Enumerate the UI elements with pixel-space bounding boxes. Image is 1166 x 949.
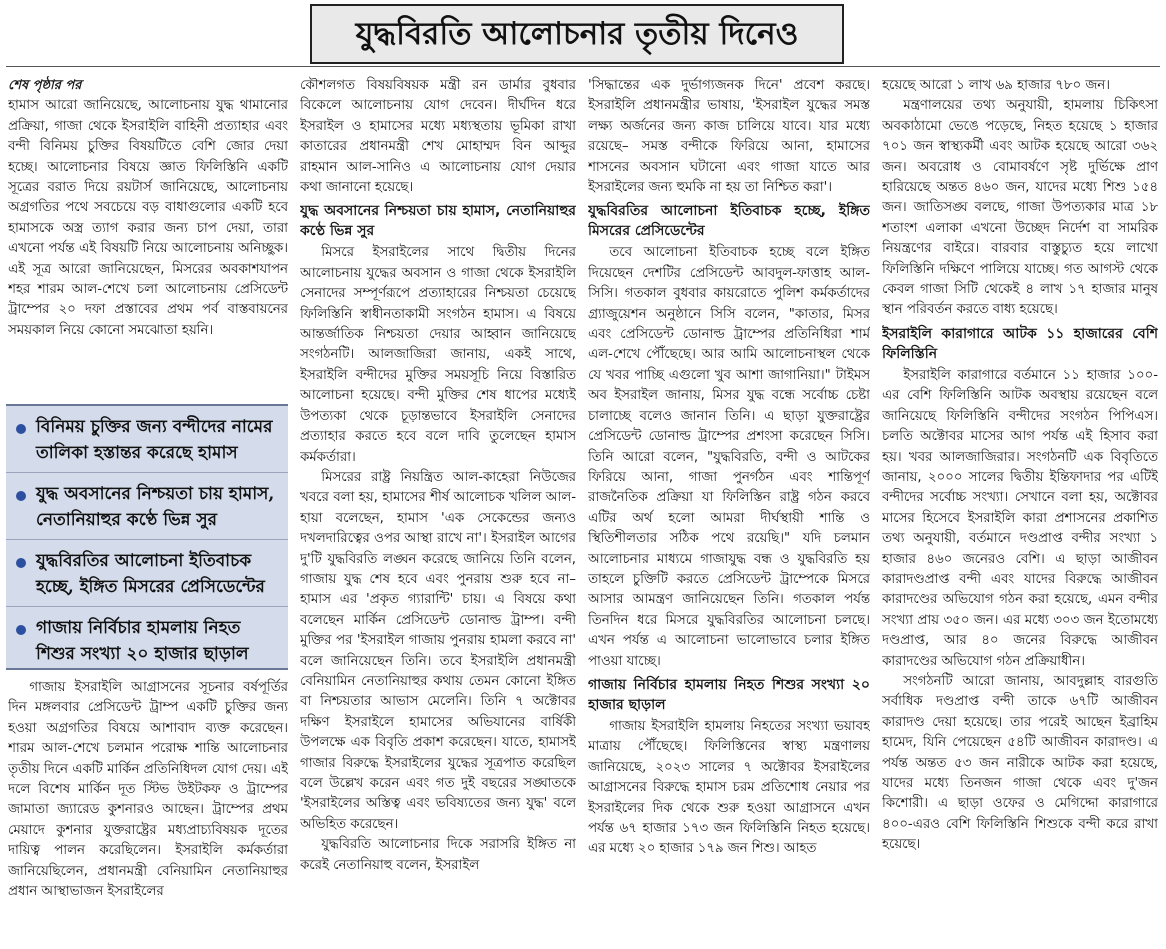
continued-label: শেষ পৃষ্ঠার পর [8, 78, 82, 93]
column-2-paragraph-4: যুদ্ধবিরতি আলোচনার দিকে সরাসরি ইঙ্গিত না করেই নেতানিয়াহু বলেন, ইসরাইল [300, 837, 576, 873]
column-4-paragraph-1: হয়েছে আরো ১ লাখ ৬৯ হাজার ৭৮০ জন। [882, 78, 1110, 93]
column-1-paragraph-1: হামাস আরো জানিয়েছে, আলোচনায় যুদ্ধ থামানোর প্রক্রিয়া, গাজা থেকে ইসরাইলি বাহিনী প্রত্যাহার এবং বন্দী বিনিময় চুক্তির বিষয়টিতে বেশি জোর দেয়া হচ্ছে। আলোচনার বিষয়ে জ্ঞাত ফিলিস্তিনি একটি সূত্রের বরাত দিয়ে রয়টার্স জানিয়েছে, আলোচনায় অগ্রগতির পথে সবচেয়ে বড় বাধাগুলোর একটি হবে হামাসকে অস্ত্র ত্যাগ করার জন্য চাপ দেয়া, তারা এখনো পর্যন্ত এই বিষয়টি নিয়ে আলোচনায় অনিচ্ছুক। এই সূত্র আরো জানিয়েছেন, মিসরের অবকাশযাপন শহর শারম আল-শেখে চলা আলোচনায় প্রেসিডেন্ট ট্রাম্পের ২০ দফা প্রস্তাবের প্রথম পর্ব বাস্তবায়নের সময়কাল নিয়ে কোনো সমঝোতা হয়নি। [8, 98, 288, 338]
column-4-paragraph-3: ইসরাইলি কারাগারে বর্তমানে ১১ হাজার ১০০-এর বেশি ফিলিস্তিনি আটক অবস্থায় রয়েছেন বলে জানিয়েছে ফিলিস্তিনি বন্দীদের সংগঠন পিপিএস। চলতি অক্টোবর মাসের আগ পর্যন্ত এই হিসাব করা হয়। খবর আলজাজিরার। সংগঠনটি এক বিবৃতিতে জানায়, ২০০০ সালের দ্বিতীয় ইন্তিফাদার পর এটিই বন্দীদের সর্বোচ্চ সংখ্যা। সেখানে বলা হয়, অক্টোবর মাসের হিসেবে ইসরাইলি কারা প্রশাসনের প্রকাশিত তথ্য অনুযায়ী, বর্তমানে দণ্ডপ্রাপ্ত বন্দীর সংখ্যা ১ হাজার ৪৬০ জনেরও বেশি। এ ছাড়া আজীবন কারাদণ্ডপ্রাপ্ত বন্দী এবং যাদের বিরুদ্ধে আজীবন কারাদণ্ডের অভিযোগ গঠন করা হয়েছে, এমন বন্দীর সংখ্যা প্রায় ৩৫০ জন। এর মধ্যে ৩০৩ জন ইতোমধ্যে দণ্ডপ্রাপ্ত, আর ৪০ জনের বিরুদ্ধে আজীবন কারাদণ্ডের অভিযোগ গঠন প্রক্রিয়াধীন। [882, 367, 1158, 669]
column-2-paragraph-2: মিসরে ইসরাইলের সাথে দ্বিতীয় দিনের আলোচনায় যুদ্ধের অবসান ও গাজা থেকে ইসরাইলি সেনাদের সম্পূর্ণরূপে প্রত্যাহারের নিশ্চয়তা চেয়েছে ফিলিস্তিনি স্বাধীনতাকামী সংগঠন হামাস। এ বিষয়ে আন্তর্জাতিক নিশ্চয়তা দেয়ার আহ্বান জানিয়েছে সংগঠনটি। আলজাজিরা জানায়, একই সাথে, ইসরাইলি বন্দীদের মুক্তির সময়সূচি নিয়ে বিস্তারিত আলোচনা হয়েছে। বন্দী মুক্তির শেষ ধাপের মধ্যেই উপত্যকা থেকে চূড়ান্তভাবে ইসরাইলি সেনাদের প্রত্যাহার করতে হবে বলে দাবি তুলেছেন হামাস কর্মকর্তারা। [300, 245, 576, 465]
subheading: যুদ্ধবিরতির আলোচনা ইতিবাচক হচ্ছে, ইঙ্গিত মিসরের প্রেসিডেন্টের [588, 203, 870, 240]
highlight-item [6, 406, 288, 473]
headline-rule [6, 66, 1160, 67]
subheading: ইসরাইলি কারাগারে আটক ১১ হাজারের বেশি ফিলিস্তিনি [882, 325, 1158, 362]
highlight-item [6, 607, 288, 673]
highlight-text: বিনিময় চুক্তির জন্য বন্দীদের নামের তালিকা হস্তান্তর করেছে হামাস [36, 417, 273, 463]
highlight-text: যুদ্ধবিরতির আলোচনা ইতিবাচক হচ্ছে, ইঙ্গিত মিসরের প্রেসিডেন্টের [36, 551, 265, 597]
highlight-item [6, 473, 288, 540]
column-4-paragraph-2: মন্ত্রণালয়ের তথ্য অনুযায়ী, হামলায় চিকিৎসা অবকাঠামো ভেঙে পড়েছে, নিহত হয়েছে ১ হাজার ৭০১ জন স্বাস্থ্যকর্মী এবং আটক হয়েছে আরো ৩৬২ জন। অবরোধ ও বোমাবর্ষণে সৃষ্ট দুর্ভিক্ষে প্রাণ হারিয়েছে অন্তত ৪৬০ জন, যাদের মধ্যে শিশু ১৫৪ জন। জাতিসঙ্ঘ বলছে, গাজা উপত্যকার মাত্র ১৮ শতাংশ এলাকা এখনো উচ্ছেদ নির্দেশ বা সামরিক নিয়ন্ত্রণের বাইরে। বারবার বাস্তুচ্যুত হয়ে লাখো ফিলিস্তিনি দক্ষিণে পালিয়ে যাচ্ছে। গত আগস্ট থেকে কেবল গাজা সিটি থেকেই ৪ লাখ ১৭ হাজার মানুষ স্থান পরিবর্তন করতে বাধ্য হয়েছে। [882, 98, 1158, 318]
column-3-paragraph-2: তবে আলোচনা ইতিবাচক হচ্ছে বলে ইঙ্গিত দিয়েছেন দেশটির প্রেসিডেন্ট আবদুল-ফাত্তাহ আল-সিসি। গতকাল বুধবার কায়রোতে পুলিশ কর্মকর্তাদের গ্র্যাজুয়েশন অনুষ্ঠানে সিসি বলেন, "কাতার, মিসর এবং প্রেসিডেন্ট ডোনাল্ড ট্রাম্পের প্রতিনিধিরা শার্ম এল-শেখে পৌঁছেছে। আর আমি আলোচনাস্থল থেকে যে খবর পাচ্ছি এগুলো খুব আশা জাগানিয়া।" টাইমস অব ইসরাইল জানায়, মিসর যুদ্ধ বন্ধে সর্বোচ্চ চেষ্টা চালাচ্ছে বলেও জানান তিনি। এ ছাড়া যুক্তরাষ্ট্রের প্রেসিডেন্ট ডোনাল্ড ট্রাম্পের প্রশংসা করেছেন সিসি। তিনি আরো বলেন, "যুদ্ধবিরতি, বন্দী ও আটকের ফিরিয়ে আনা, গাজা পুনর্গঠন এবং শান্তিপূর্ণ রাজনৈতিক প্রক্রিয়া যা ফিলিস্তিন রাষ্ট্র গঠন করবে এটির অর্থ হলো আমরা দীর্ঘস্থায়ী শান্তি ও স্থিতিশীলতার সঠিক পথে রয়েছি।" যদি চলমান আলোচনার মাধ্যমে গাজাযুদ্ধ বন্ধ ও যুদ্ধবিরতি হয় তাহলে চুক্তিটি করতে প্রেসিডেন্ট ট্রাম্পেকে মিসরে আসার আমন্ত্রণ জানিয়েছেন তিনি। গতকাল পর্যন্ত তিনদিন ধরে মিসরে যুদ্ধবিরতির আলোচনা চলছে। এখন পর্যন্ত এ আলোচনা ভালোভাবে চলার ইঙ্গিত পাওয়া যাচ্ছে। [588, 245, 870, 669]
column-3 [588, 76, 870, 942]
column-2 [300, 76, 576, 942]
column-3-paragraph-1: 'সিদ্ধান্তের এক দুর্ভাগ্যজনক দিনে' প্রবেশ করছে। ইসরাইলি প্রধানমন্ত্রীর ভাষায়, 'ইসরাইল যুদ্ধের সমস্ত লক্ষ্য অর্জনের জন্য কাজ চালিয়ে যাবে। যার মধ্যে রয়েছে– সমস্ত বন্দীকে ফিরিয়ে আনা, হামাসের শাসনের অবসান ঘটানো এবং গাজা যাতে আর ইসরাইলের জন্য হুমকি না হয় তা নিশ্চিত করা'। [588, 78, 870, 196]
highlight-item [6, 540, 288, 607]
bullet-icon [16, 424, 26, 434]
highlights-box [6, 404, 288, 670]
bullet-icon [16, 558, 26, 568]
column-2-paragraph-3: মিসরের রাষ্ট্র নিয়ন্ত্রিত আল-কাহেরা নিউজের খবরে বলা হয়, হামাসের শীর্ষ আলোচক খলিল আল-হায়া বলেছেন, হামাস 'এক সেকেন্ডের জন্যও দখলদারিত্বের ওপর আস্থা রাখে না'। ইসরাইল আগের দু'টি যুদ্ধবিরতি লঙ্ঘন করেছে জানিয়ে তিনি বলেন, গাজায় যুদ্ধ শেষ হবে এবং পুনরায় শুরু হবে না– হামাস এর 'প্রকৃত গ্যারান্টি' চায়। এ বিষয়ে কথা বলেছেন মার্কিন প্রেসিডেন্ট ডোনাল্ড ট্রাম্প। বন্দী মুক্তির পর 'ইসরাইল গাজায় পুনরায় হামলা করবে না' বলে জানিয়েছেন তিনি। তবে ইসরাইলি প্রধানমন্ত্রী বেনিয়ামিন নেতানিয়াহুর কথায় তেমন কোনো ইঙ্গিত বা নিশ্চয়তার আভাস মেলেনি। তিনি ৭ অক্টোবর দক্ষিণ ইসরাইলে হামাসের অভিযানের বার্ষিকী উপলক্ষে এক বিবৃতি প্রকাশ করেছেন। যাতে, হামাসই গাজার বিরুদ্ধে ইসরাইলের যুদ্ধের সূত্রপাত করেছিল বলে উল্লেখ করেন এবং গত দুই বছরের সঙ্ঘাতকে 'ইসরাইলের অস্তিত্ব এবং ভবিষ্যতের জন্য যুদ্ধ' বলে অভিহিত করেছেন। [300, 469, 576, 832]
highlight-text: গাজায় নির্বিচার হামলায় নিহত শিশুর সংখ্যা ২০ হাজার ছাড়াল [36, 618, 249, 664]
bullet-icon [16, 625, 26, 635]
headline-area [0, 0, 1166, 68]
column-4-paragraph-4: সংগঠনটি আরো জানায়, আবদুল্লাহ বারগুতি সর্বাধিক দণ্ডপ্রাপ্ত বন্দী তাকে ৬৭টি আজীবন কারাদণ্ড দেয়া হয়েছে। তার পরেই আছেন ইব্রাহিম হামেদ, যিনি পেয়েছেন ৫৪টি আজীবন কারাদণ্ড। এ পর্যন্ত অন্তত ৫৩ জন নারীকে আটক করা হয়েছে, যাদের মধ্যে তিনজন গাজা থেকে এবং দু'জন কিশোরী। এ ছাড়া ওফের ও মেগিদ্দো কারাগারে ৪০০-এরও বেশি ফিলিস্তিনি শিশুকে বন্দী করে রাখা হয়েছে। [882, 673, 1158, 853]
bullet-icon [16, 491, 26, 501]
column-1-bottom [8, 678, 288, 942]
column-4 [882, 76, 1158, 942]
subheading: গাজায় নির্বিচার হামলায় নিহত শিশুর সংখ্যা ২০ হাজার ছাড়াল [588, 676, 870, 713]
subheading: যুদ্ধ অবসানের নিশ্চয়তা চায় হামাস, নেতানিয়াহুর কণ্ঠে ভিন্ন সুর [300, 203, 576, 240]
headline: যুদ্ধবিরতি আলোচনার তৃতীয় দিনেও [310, 4, 844, 64]
column-3-paragraph-3: গাজায় ইসরাইলি হামলায় নিহতের সংখ্যা ভয়াবহ মাত্রায় পৌঁছেছে। ফিলিস্তিনের স্বাস্থ্য মন্ত্রণালয় জানিয়েছে, ২০২৩ সালের ৭ অক্টোবর ইসরাইলের আগ্রাসনের বিরুদ্ধে হামাস চরম প্রতিশোধ নেয়ার পর ইসরাইলের দিক থেকে শুরু হওয়া আগ্রাসনে এখন পর্যন্ত ৬৭ হাজার ১৭৩ জন ফিলিস্তিনি নিহত হয়েছে। এর মধ্যে ২০ হাজার ১৭৯ জন শিশু। আহত [588, 718, 870, 857]
column-1 [8, 76, 288, 402]
highlight-text: যুদ্ধ অবসানের নিশ্চয়তা চায় হামাস, নেতানিয়াহুর কণ্ঠে ভিন্ন সুর [36, 484, 275, 530]
column-2-paragraph-1: কৌশলগত বিষয়বিষয়ক মন্ত্রী রন ডার্মার বুধবার বিকেলে আলোচনায় যোগ দেবেন। দীর্ঘদিন ধরে ইসরাইল ও হামাসের মধ্যে মধ্যস্থতায় ভূমিকা রাখা কাতারের প্রধানমন্ত্রী শেখ মোহাম্মদ বিন আব্দুর রাহমান আল-সানিও এ আলোচনায় যোগ দেয়ার কথা জানানো হয়েছে। [300, 78, 576, 196]
column-1-paragraph-2: গাজায় ইসরাইলি আগ্রাসনের সূচনার বর্ষপূর্তির দিন মঙ্গলবার প্রেসিডেন্ট ট্রাম্প একটি চুক্তির জন্য হওয়া অগ্রগতির বিষয়ে আশাবাদ ব্যক্ত করেছেন। শারম আল-শেখে চলমান পরোক্ষ শান্তি আলোচনার তৃতীয় দিনে একটি মার্কিন প্রতিনিধিদল যোগ দেয়। এই দলে বিশেষ মার্কিন দূত স্টিভ উইটকফ ও ট্রাম্পের জামাতা জ্যারেড কুশনারও আছেন। ট্রাম্পের প্রথম মেয়াদে কুশনার যুক্তরাষ্ট্রের মধ্যপ্রাচ্যবিষয়ক দূতের দায়িত্ব পালন করেছিলেন। ইসরাইলি কর্মকর্তারা জানিয়েছিলেন, প্রধানমন্ত্রী বেনিয়ামিন নেতানিয়াহুর প্রধান আস্থাভাজন ইসরাইলের [8, 680, 288, 900]
